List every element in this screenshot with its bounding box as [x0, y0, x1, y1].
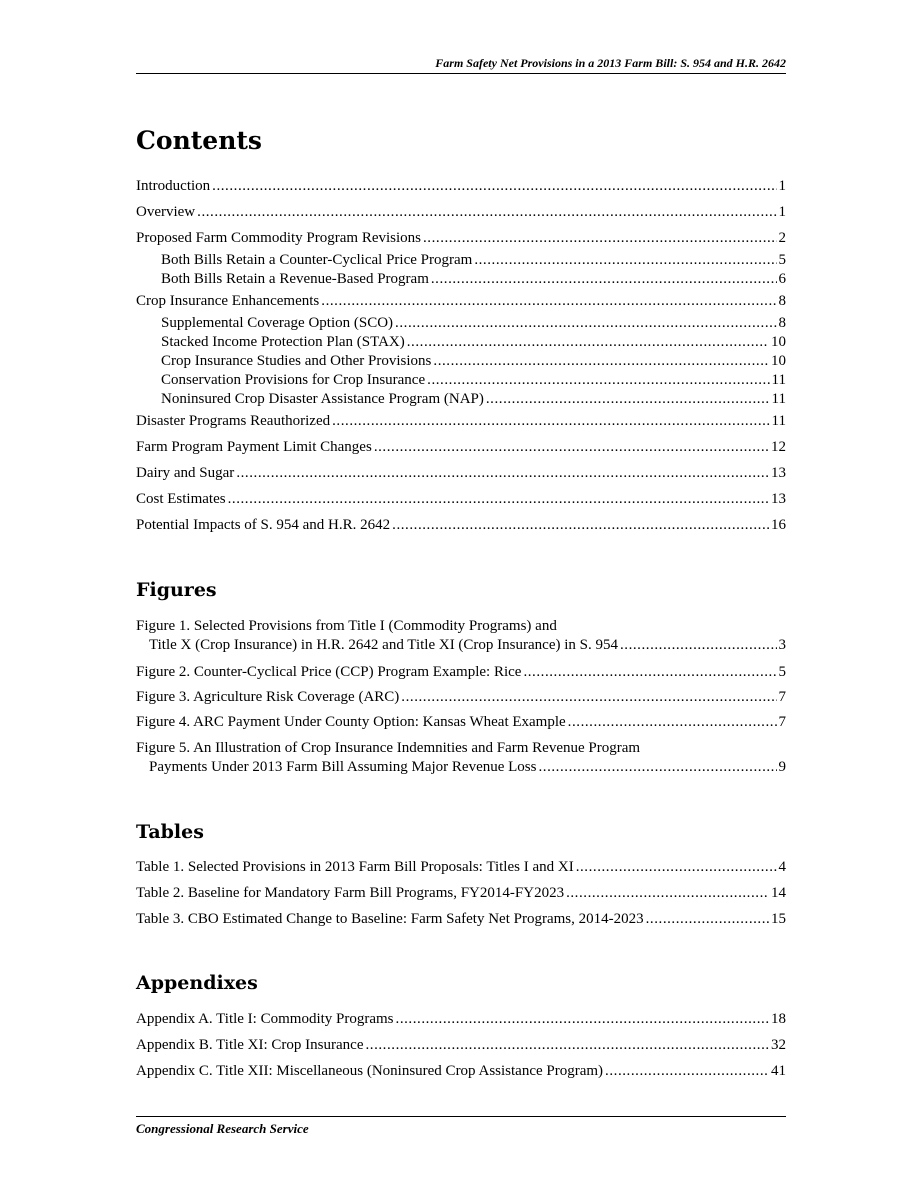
- toc-page: 11: [771, 372, 786, 388]
- toc-title: Both Bills Retain a Counter-Cyclical Price Program: [161, 252, 473, 268]
- toc-title: Introduction: [136, 178, 211, 194]
- toc-entry-conservation[interactable]: [136, 371, 786, 390]
- toc-page: 1: [778, 178, 786, 194]
- toc-page: 8: [778, 315, 786, 331]
- toc-entry-appendix-c[interactable]: [136, 1062, 786, 1081]
- toc-title: Appendix A. Title I: Commodity Programs: [136, 1011, 394, 1027]
- appendixes-heading: Appendixes: [136, 972, 258, 994]
- toc-entry-figure-3[interactable]: [136, 688, 786, 707]
- toc-title: Cost Estimates: [136, 491, 226, 507]
- header-rule: [136, 73, 786, 74]
- tables-section: [136, 820, 786, 844]
- toc-entry-stax[interactable]: [136, 333, 786, 352]
- toc-title: Stacked Income Protection Plan (STAX): [161, 334, 405, 350]
- toc-title: Appendix B. Title XI: Crop Insurance: [136, 1037, 364, 1053]
- toc-title-line1: Figure 1. Selected Provisions from Title I (Commodity Programs) and: [136, 618, 557, 634]
- toc-entry-overview[interactable]: [136, 203, 786, 222]
- toc-title: Both Bills Retain a Revenue-Based Program: [161, 271, 429, 287]
- toc-entry-sco[interactable]: [136, 314, 786, 333]
- appendixes-section: [136, 971, 786, 995]
- toc-page: 14: [771, 885, 786, 901]
- toc-title-line1: Figure 5. An Illustration of Crop Insurance Indemnities and Farm Revenue Program: [136, 740, 641, 756]
- toc-page: 11: [771, 391, 786, 407]
- toc-page: 3: [778, 637, 786, 653]
- toc-entry-commodity-revisions[interactable]: [136, 229, 786, 248]
- toc-entry-nap[interactable]: [136, 390, 786, 409]
- toc-entry-disaster[interactable]: [136, 412, 786, 431]
- page-footer: Congressional Research Service: [136, 1121, 309, 1136]
- toc-entry-figure-5[interactable]: [136, 739, 786, 777]
- toc-page: 10: [771, 334, 786, 350]
- toc-page: 9: [778, 759, 786, 775]
- toc-page: 7: [778, 689, 786, 705]
- toc-title: Figure 4. ARC Payment Under County Option: Kansas Wheat Example: [136, 714, 566, 730]
- toc-entry-studies[interactable]: [136, 352, 786, 371]
- toc-page: 1: [778, 204, 786, 220]
- toc-page: 13: [771, 491, 786, 507]
- toc-page: 8: [778, 293, 786, 309]
- toc-title: Conservation Provisions for Crop Insurance: [161, 372, 426, 388]
- toc-entry-crop-insurance[interactable]: [136, 292, 786, 311]
- toc-title: Disaster Programs Reauthorized: [136, 413, 331, 429]
- toc-page: 6: [778, 271, 786, 287]
- toc-entry-table-2[interactable]: [136, 884, 786, 903]
- toc-page: 5: [778, 664, 786, 680]
- toc-page: 41: [771, 1063, 786, 1079]
- toc-title: Figure 3. Agriculture Risk Coverage (ARC): [136, 689, 400, 705]
- toc-page: 13: [771, 465, 786, 481]
- toc-title: Figure 2. Counter-Cyclical Price (CCP) Program Example: Rice: [136, 664, 522, 680]
- toc-entry-figure-2[interactable]: [136, 663, 786, 682]
- toc-title: Farm Program Payment Limit Changes: [136, 439, 372, 455]
- toc-page: 18: [771, 1011, 786, 1027]
- footer-rule: [136, 1116, 786, 1117]
- toc-title: Payments Under 2013 Farm Bill Assuming Major Revenue Loss: [149, 759, 537, 775]
- toc-entry-payment-limit[interactable]: [136, 438, 786, 457]
- toc-page: 7: [778, 714, 786, 730]
- running-header: Farm Safety Net Provisions in a 2013 Farm Bill: S. 954 and H.R. 2642: [435, 56, 786, 70]
- toc-entry-figure-1[interactable]: [136, 617, 786, 655]
- toc-title: Crop Insurance Enhancements: [136, 293, 320, 309]
- toc-page: 2: [778, 230, 786, 246]
- toc-entry-potential-impacts[interactable]: [136, 516, 786, 535]
- toc-title: Crop Insurance Studies and Other Provisions: [161, 353, 432, 369]
- toc-page: 5: [778, 252, 786, 268]
- toc-page: 15: [771, 911, 786, 927]
- toc-title: Appendix C. Title XII: Miscellaneous (Noninsured Crop Assistance Program): [136, 1063, 604, 1079]
- toc-title: Potential Impacts of S. 954 and H.R. 2642: [136, 517, 391, 533]
- toc-entry-introduction[interactable]: [136, 177, 786, 196]
- toc-title: Title X (Crop Insurance) in H.R. 2642 and Title XI (Crop Insurance) in S. 954: [149, 637, 618, 653]
- toc-page: 11: [771, 413, 786, 429]
- toc-title: Noninsured Crop Disaster Assistance Program (NAP): [161, 391, 484, 407]
- toc-title: Table 2. Baseline for Mandatory Farm Bill Programs, FY2014-FY2023: [136, 885, 565, 901]
- contents-section: [136, 126, 786, 156]
- toc-page: 4: [778, 859, 786, 875]
- contents-heading: Contents: [136, 126, 263, 155]
- toc-entry-appendix-a[interactable]: [136, 1010, 786, 1029]
- toc-entry-table-1[interactable]: [136, 858, 786, 877]
- toc-entry-dairy-sugar[interactable]: [136, 464, 786, 483]
- toc-title: Overview: [136, 204, 196, 220]
- toc-entry-revenue-based[interactable]: [136, 270, 786, 289]
- toc-entry-table-3[interactable]: [136, 910, 786, 929]
- toc-page: 12: [771, 439, 786, 455]
- toc-page: 10: [771, 353, 786, 369]
- toc-title: Table 3. CBO Estimated Change to Baseline: Farm Safety Net Programs, 2014-2023: [136, 911, 644, 927]
- toc-title: Table 1. Selected Provisions in 2013 Farm Bill Proposals: Titles I and XI: [136, 859, 574, 875]
- toc-entry-appendix-b[interactable]: [136, 1036, 786, 1055]
- toc-entry-counter-cyclical[interactable]: [136, 251, 786, 270]
- tables-heading: Tables: [136, 821, 204, 843]
- toc-entry-figure-4[interactable]: [136, 713, 786, 732]
- toc-title: Dairy and Sugar: [136, 465, 235, 481]
- figures-section: [136, 578, 786, 602]
- toc-entry-cost-estimates[interactable]: [136, 490, 786, 509]
- figures-heading: Figures: [136, 579, 217, 601]
- toc-title: Proposed Farm Commodity Program Revisions: [136, 230, 421, 246]
- toc-page: 32: [771, 1037, 786, 1053]
- toc-title: Supplemental Coverage Option (SCO): [161, 315, 394, 331]
- toc-page: 16: [771, 517, 786, 533]
